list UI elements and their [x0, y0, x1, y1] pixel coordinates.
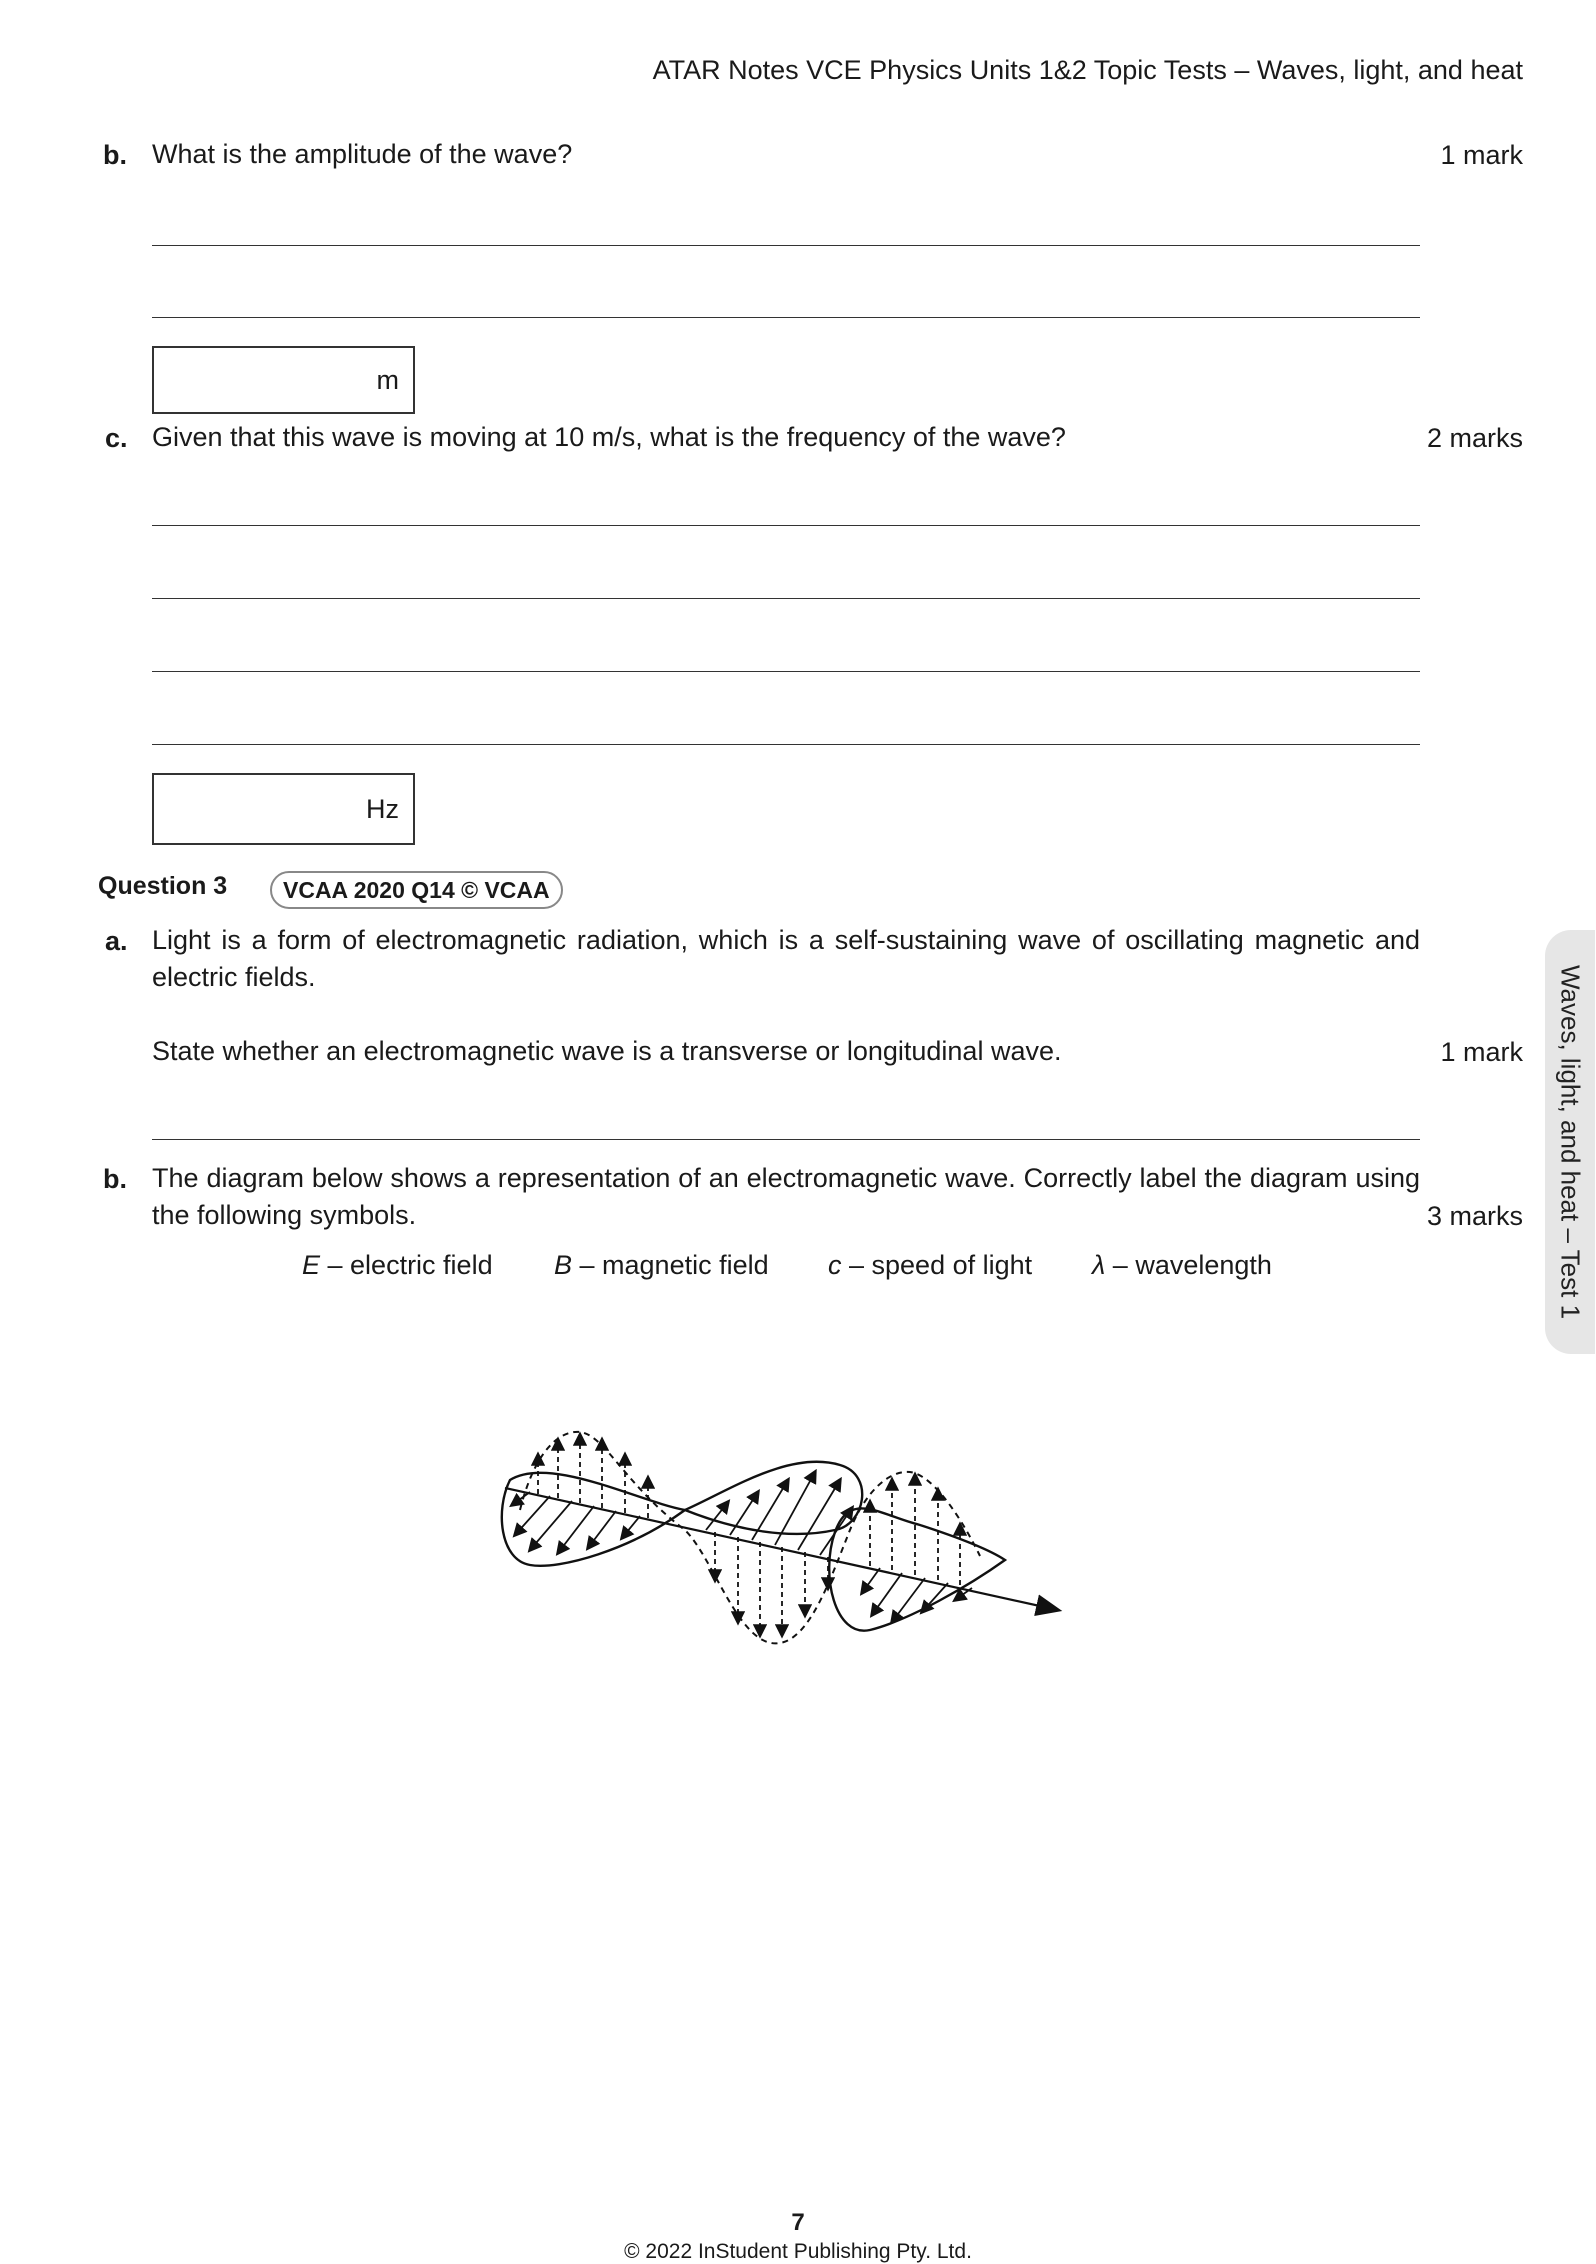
part-b-question: The diagram below shows a representation of an electromagnetic wave. Correctly label the diagram using the following symbols.: [152, 1163, 1420, 1230]
part-b-marks: 1 mark: [1440, 140, 1523, 170]
symbol-speed-of-light: c – speed of light: [828, 1250, 1033, 1280]
part-b-question: What is the amplitude of the wave?: [152, 139, 573, 169]
answer-line[interactable]: [152, 744, 1420, 745]
symbol-magnetic-field: B – magnetic field: [554, 1250, 769, 1280]
running-header: ATAR Notes VCE Physics Units 1&2 Topic Tests – Waves, light, and heat: [652, 55, 1523, 85]
part-a-question: State whether an electromagnetic wave is a transverse or longitudinal wave.: [152, 1036, 1062, 1066]
answer-line[interactable]: [152, 525, 1420, 526]
copyright-notice: © 2022 InStudent Publishing Pty. Ltd.: [624, 2240, 972, 2263]
part-c-question: Given that this wave is moving at 10 m/s, what is the frequency of the wave?: [152, 422, 1066, 452]
side-tab-label: Waves, light, and heat – Test 1: [1555, 964, 1586, 1320]
section-side-tab: [1545, 930, 1595, 1354]
part-c-label: c.: [105, 423, 128, 453]
part-b-marks: 3 marks: [1426, 1201, 1523, 1231]
part-a-marks: 1 mark: [1440, 1037, 1523, 1067]
electric-field-curve: [520, 1432, 980, 1644]
answer-line[interactable]: [152, 671, 1420, 672]
unit-label: m: [376, 364, 399, 395]
part-b-label: b.: [103, 1164, 127, 1194]
part-b-label: b.: [103, 140, 127, 170]
part-a-label: a.: [105, 926, 128, 956]
symbol-electric-field: E – electric field: [302, 1250, 493, 1280]
part-c-marks: 2 marks: [1426, 423, 1523, 453]
answer-line[interactable]: [152, 1139, 1420, 1140]
magnetic-vectors: [512, 1472, 972, 1622]
electromagnetic-wave-diagram: [490, 1410, 1070, 1680]
source-badge: VCAA 2020 Q14 © VCAA: [270, 871, 563, 909]
page-number: 7: [791, 2209, 805, 2236]
amplitude-answer-box[interactable]: [152, 346, 415, 414]
unit-label: Hz: [366, 793, 399, 824]
frequency-answer-box[interactable]: [152, 773, 415, 845]
symbol-wavelength: λ – wavelength: [1092, 1250, 1272, 1280]
part-a-intro: Light is a form of electromagnetic radiation, which is a self-sustaining wave of oscillating magnetic and electric fields.: [152, 925, 1420, 992]
answer-line[interactable]: [152, 598, 1420, 599]
magnetic-field-lobe: [829, 1508, 1005, 1630]
answer-line[interactable]: [152, 317, 1420, 318]
question-3-title: Question 3: [98, 872, 228, 900]
electric-vectors: [538, 1435, 960, 1635]
answer-line[interactable]: [152, 245, 1420, 246]
